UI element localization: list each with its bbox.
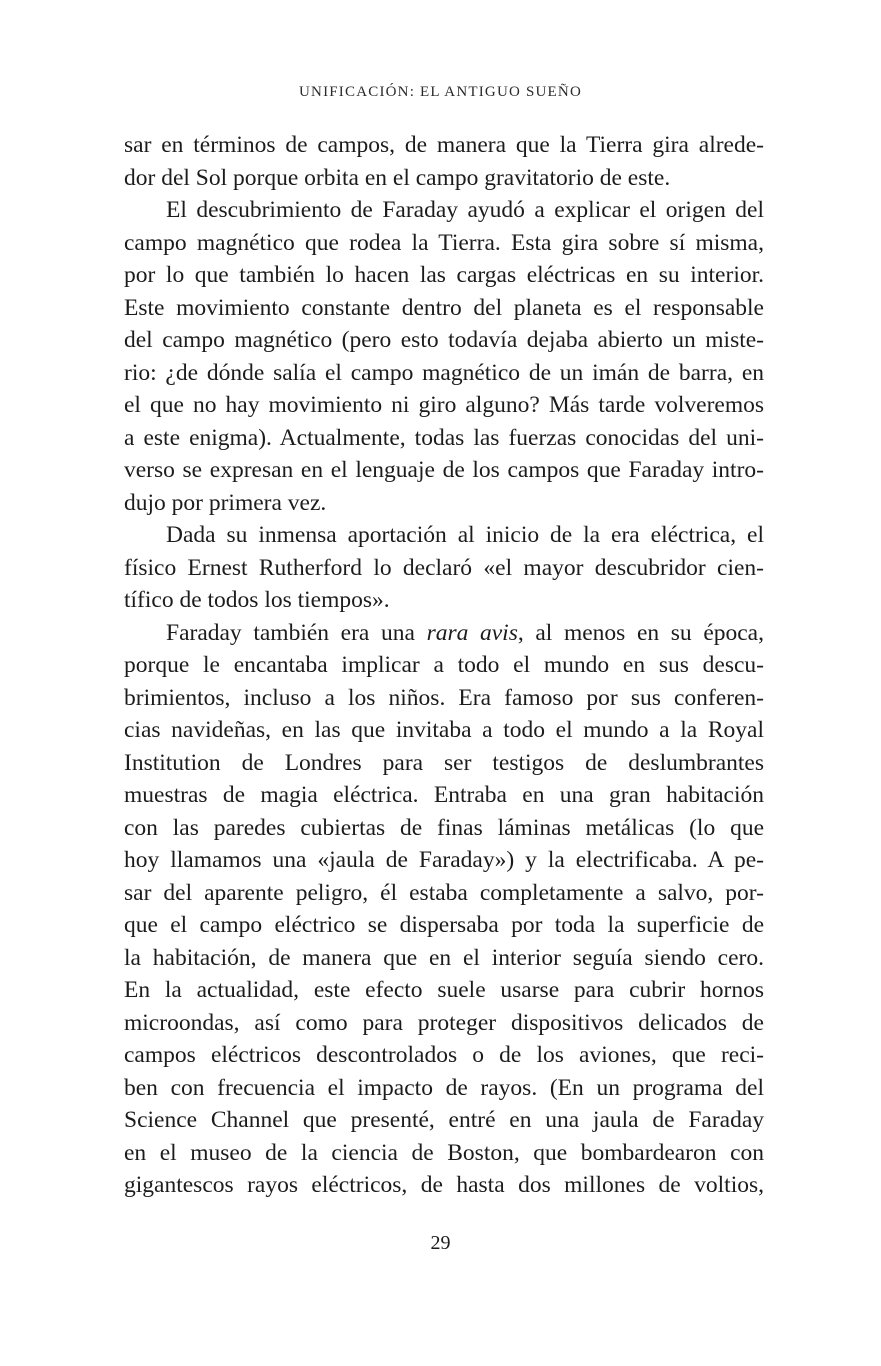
text-line: sar del aparente peligro, él estaba completamente a salvo, por- [124,879,764,906]
text-line: ben con frecuencia el impacto de rayos. (En un programa del [124,1074,764,1101]
text-line: brimientos, incluso a los niños. Era famoso por sus conferen- [124,684,764,711]
text-line: hoy llamamos una «jaula de Faraday») y la electrificaba. A pe- [124,847,764,873]
text-line: muestras de magia eléctrica. Entraba en una gran habitación [124,782,764,808]
text-line: campos eléctricos descontrolados o de los aviones, que reci- [124,1042,764,1068]
text-line: con las paredes cubiertas de finas láminas metálicas (lo que [124,814,764,841]
italic-phrase: rara avis [426,619,518,646]
text-line: tífico de todos los tiempos». [124,587,390,613]
text-line: El descubrimiento de Faraday ayudó a explicar el origen del [166,197,764,223]
running-head: UNIFICACIÓN: EL ANTIGUO SUEÑO [299,84,582,100]
text-line: que el campo eléctrico se dispersaba por toda la superficie de [124,912,764,938]
text-line: del campo magnético (pero esto todavía dejaba abierto un miste- [124,327,764,353]
text-line: Este movimiento constante dentro del planeta es el responsable [124,294,764,321]
body-text [124,129,764,1202]
text-line: Science Channel que presenté, entré en una jaula de Faraday [124,1107,764,1133]
text-line: sar en términos de campos, de manera que la Tierra gira alrede- [124,132,764,158]
text-line: por lo que también lo hacen las cargas eléctricas en su interior. [124,262,764,288]
text-line: cias navideñas, en las que invitaba a todo el mundo a la Royal [124,717,764,743]
text-line: porque le encantaba implicar a todo el mundo en sus descu- [124,652,764,678]
text-line: dujo por primera vez. [124,489,327,516]
text-line: la habitación, de manera que en el interior seguía siendo cero. [124,944,764,971]
text-line: Dada su inmensa aportación al inicio de la era eléctrica, el [166,522,764,548]
text-segment: Faraday también era una [166,619,427,646]
text-line: microondas, así como para proteger dispositivos delicados de [124,1009,764,1036]
text-line: En la actualidad, este efecto suele usarse para cubrir hornos [124,977,764,1003]
text-line: a este enigma). Actualmente, todas las fuerzas conocidas del uni- [124,424,764,451]
text-line: dor del Sol porque orbita en el campo gravitatorio de este. [124,164,671,191]
page-number: 29 [430,1232,451,1254]
text-line: verso se expresan en el lenguaje de los campos que Faraday intro- [124,457,764,483]
text-line: en el museo de la ciencia de Boston, que bombardearon con [124,1139,764,1166]
text-line: rio: ¿de dónde salía el campo magnético de un imán de barra, en [124,359,764,386]
text-line: físico Ernest Rutherford lo declaró «el mayor descubridor cien- [124,554,764,581]
text-line: Institution de Londres para ser testigos de deslumbrantes [124,749,764,776]
text-line: campo magnético que rodea la Tierra. Esta gira sobre sí misma, [124,229,764,256]
text-line: el que no hay movimiento ni giro alguno? Más tarde volveremos [124,392,764,418]
text-line-with-italic [124,617,764,650]
text-line: gigantescos rayos eléctricos, de hasta dos millones de voltios, [124,1172,764,1198]
text-segment: , al menos en su época, [517,619,764,646]
